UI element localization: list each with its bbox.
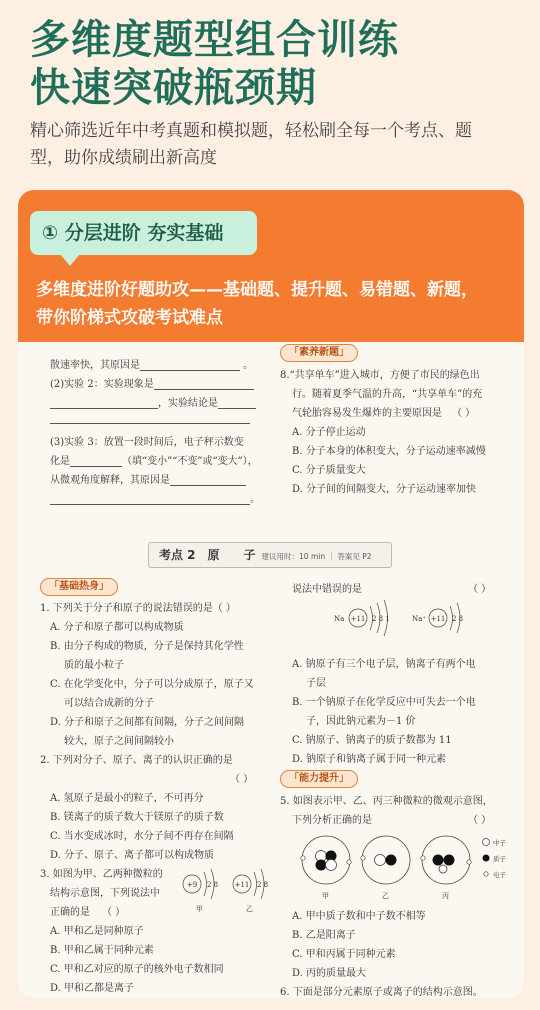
feature-subtitle-line-2: 带你阶梯式攻破考试难点 bbox=[36, 308, 223, 328]
option: A. 氢原子是最小的粒子，不可再分 bbox=[50, 793, 204, 804]
option: 子层 bbox=[306, 678, 326, 689]
q3-atom-diagram bbox=[178, 866, 278, 916]
blank-line: (2)实验 2：实验现象是 bbox=[50, 375, 254, 390]
blank-line: 化是 （填“变小”“不变”或“变大”）， bbox=[50, 456, 258, 467]
option: 质的最小粒子 bbox=[64, 660, 124, 671]
blank-line: 散速率快，其原因是 。 bbox=[50, 360, 254, 371]
option: D. 分子和原子之间都有间隔，分子之间间隔 bbox=[50, 717, 245, 728]
feature-header-band bbox=[18, 190, 524, 342]
feature-subtitle-line-1: 多维度进阶好题助攻——基础题、提升题、易错题、新题， bbox=[36, 280, 478, 300]
headline-line-1: 多维度题型组合训练 bbox=[30, 17, 399, 63]
q4-sodium-diagram bbox=[328, 592, 478, 642]
text-line: 5. 如图表示甲、乙、丙三种微粒的微观示意图， bbox=[280, 796, 493, 807]
q3-jia-nucleus: +9 bbox=[186, 881, 198, 889]
option: D. 丙的质量最大 bbox=[292, 968, 367, 979]
q3-yi-nucleus: +11 bbox=[234, 881, 250, 889]
blank-line: 从微观角度解释，其原因是 bbox=[50, 471, 246, 486]
q5-label-jia: 甲 bbox=[322, 892, 329, 900]
option: 较大，原子之间间隔较小 bbox=[64, 736, 174, 747]
intro-text bbox=[30, 118, 520, 172]
q4-na-nucleus: +11 bbox=[350, 615, 366, 623]
option: 可以结合成新的分子 bbox=[64, 698, 154, 709]
section-title: 考点 2 原 子 bbox=[159, 548, 256, 562]
option: 子，因此钠元素为－1 价 bbox=[306, 716, 416, 727]
q3-yi-shells: 2 8 bbox=[257, 881, 269, 889]
legend-proton: 质子 bbox=[493, 855, 506, 863]
workbook-page-preview bbox=[18, 342, 524, 998]
q5-particle-diagram bbox=[290, 828, 515, 904]
headline-line-2: 快速突破瓶颈期 bbox=[30, 65, 317, 111]
option: B. 由分子构成的物质，分子是保持其化学性 bbox=[50, 641, 244, 652]
q4-na-label: Na bbox=[334, 615, 345, 623]
feature-badge: ① 分层进阶 夯实基础 bbox=[30, 211, 257, 255]
option: B. 一个钠原子在化学反应中可失去一个电 bbox=[292, 697, 476, 708]
text-line: 2. 下列对分子、原子、离子的认识正确的是 bbox=[40, 755, 233, 766]
text-line: （ ） bbox=[468, 584, 492, 595]
text-line: 气轮胎容易发生爆炸的主要原因是 （ ） bbox=[292, 408, 476, 419]
option: C. 分子质量变大 bbox=[292, 465, 366, 476]
option: B. 乙是阳离子 bbox=[292, 930, 356, 941]
option: A. 分子和原子都可以构成物质 bbox=[50, 622, 184, 633]
text-line: 行。随着夏季气温的升高，“共享单车”的充 bbox=[292, 389, 483, 400]
section-meta: 建议用时：10 min ｜ 答案见 P2 bbox=[261, 552, 372, 561]
blank-line: 。 bbox=[50, 490, 260, 505]
q4-ion-shells: 2 8 bbox=[452, 615, 464, 623]
option: C. 在化学变化中，分子可以分成原子，原子又 bbox=[50, 679, 254, 690]
option: A. 钠原子有三个电子层，钠离子有两个电 bbox=[292, 659, 476, 670]
option: D. 分子、原子、离子都可以构成物质 bbox=[50, 850, 215, 861]
legend-neutron: 中子 bbox=[493, 839, 506, 847]
option: A. 甲中质子数和中子数不相等 bbox=[292, 911, 426, 922]
text-line: 8.“共享单车”进入城市，方便了市民的绿色出 bbox=[280, 370, 480, 381]
option: A. 甲和乙是同种原子 bbox=[50, 926, 144, 937]
text-line: 下列分析正确的是 bbox=[292, 815, 372, 826]
text-line: （ ） bbox=[468, 815, 492, 826]
intro-line-2: 型，助你成绩刷出新高度 bbox=[30, 148, 217, 168]
option: D. 甲和乙都是离子 bbox=[50, 983, 135, 994]
option: C. 钠原子、钠离子的质子数都为 11 bbox=[292, 735, 452, 746]
text-line: (3)实验 3：放置一段时间后，电子秤示数变 bbox=[50, 437, 244, 448]
text-line: 正确的是 （ ） bbox=[50, 907, 126, 918]
option: C. 甲和丙属于同种元素 bbox=[292, 949, 396, 960]
intro-line-1: 精心筛选近年中考真题和模拟题，轻松刷全每一个考点、题 bbox=[30, 121, 472, 141]
option: B. 甲和乙属于同种元素 bbox=[50, 945, 154, 956]
option: B. 分子本身的体积变大，分子运动速率减慢 bbox=[292, 446, 486, 457]
q4-na-shells: 2 8 1 bbox=[372, 615, 390, 623]
blank-line bbox=[50, 413, 250, 424]
blank-line: ，实验结论是 bbox=[50, 394, 256, 409]
q3-jia-label: 甲 bbox=[196, 905, 203, 913]
q4-ion-nucleus: +11 bbox=[430, 615, 446, 623]
option: A. 分子停止运动 bbox=[292, 427, 366, 438]
text-line: （ ） bbox=[230, 774, 254, 785]
text-line: 6. 下面是部分元素原子或离子的结构示意图。 bbox=[280, 987, 483, 998]
text-line: 说法中错误的是 bbox=[292, 584, 362, 595]
option: C. 甲和乙对应的原子的核外电子数相同 bbox=[50, 964, 224, 975]
tag-jichu: 「基础热身」 bbox=[40, 578, 118, 596]
text-line: 1. 下列关于分子和原子的说法错误的是（ ） bbox=[40, 603, 236, 614]
legend-electron: 电子 bbox=[493, 871, 506, 879]
option: D. 分子间的间隔变大，分子运动速率加快 bbox=[292, 484, 477, 495]
q5-label-bing: 丙 bbox=[442, 892, 449, 900]
text-line: 结构示意图，下列说法中 bbox=[50, 888, 160, 899]
section-header bbox=[148, 542, 392, 568]
q4-ion-label: Na⁺ bbox=[412, 615, 426, 623]
q3-jia-shells: 2 8 bbox=[207, 881, 219, 889]
feature-card bbox=[18, 190, 524, 998]
text-line: 3. 如图为甲、乙两种微粒的 bbox=[40, 869, 163, 880]
q5-label-yi: 乙 bbox=[382, 892, 389, 900]
option: C. 当水变成冰时，水分子间不再存在间隔 bbox=[50, 831, 234, 842]
tag-suyang: 「素养新题」 bbox=[280, 344, 358, 362]
option: B. 镁离子的质子数大于镁原子的质子数 bbox=[50, 812, 224, 823]
feature-subtitle bbox=[36, 276, 516, 332]
q3-yi-label: 乙 bbox=[246, 905, 253, 913]
option: D. 钠原子和钠离子属于同一种元素 bbox=[292, 754, 447, 765]
tag-tisheng: 「能力提升」 bbox=[280, 770, 358, 788]
